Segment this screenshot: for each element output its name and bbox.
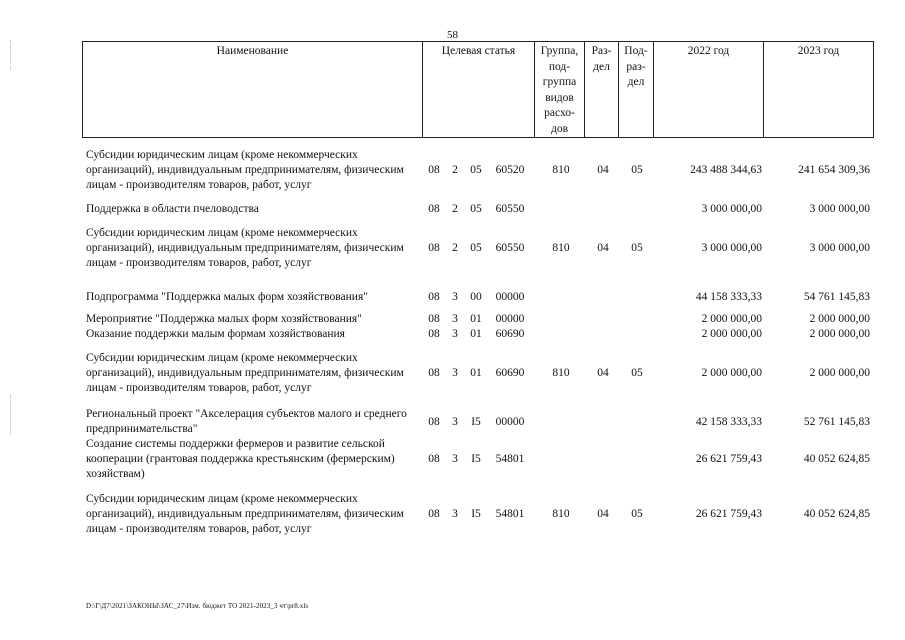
row-name: Поддержка в области пчеловодства	[86, 203, 259, 215]
amount-2022-cell: 2 000 000,00	[701, 367, 762, 379]
expense-group-cell: 810	[552, 367, 570, 379]
header-name: Наименование	[83, 42, 423, 137]
target-code-subprogram: 3	[452, 313, 458, 325]
amount-2023-cell: 40 052 624,85	[803, 508, 870, 520]
target-code-subprogram: 3	[452, 453, 458, 465]
table-row	[0, 202, 905, 217]
target-code-event: 01	[470, 367, 482, 379]
target-code-subprogram: 3	[452, 291, 458, 303]
file-path-footer: D:\Г\Д7\2021\ЗАКОНЫ\ЗАС_27\Изм. бюджет ТО 2021-2023_3 чт\pr8.xls	[86, 602, 309, 610]
row-name: Субсидии юридическим лицам (кроме некоммерческих организаций), индивидуальным предпринимателям, физическим лицам - производителям товаров, работ, услуг	[86, 493, 404, 535]
target-code-direction: 60550	[495, 203, 525, 215]
target-code-program: 08	[428, 203, 440, 215]
target-code-event: 05	[470, 203, 482, 215]
table-row	[0, 351, 905, 396]
target-code-subprogram: 2	[452, 203, 458, 215]
amount-2023-cell: 54 761 145,83	[803, 291, 870, 303]
header-expense-group: Группа, под- группа видов расхо- дов	[535, 42, 585, 137]
section-cell: 04	[597, 508, 609, 520]
amount-2023-cell: 2 000 000,00	[809, 313, 870, 325]
table-row	[0, 312, 905, 327]
table-row	[0, 327, 905, 342]
header-year-2023: 2023 год	[797, 45, 840, 57]
row-name: Субсидии юридическим лицам (кроме некоммерческих организаций), индивидуальным предпринимателям, физическим лицам - производителям товаров, работ, услуг	[86, 227, 404, 269]
amount-2022-cell: 26 621 759,43	[695, 508, 762, 520]
target-code-direction: 00000	[495, 291, 525, 303]
table-row	[0, 437, 905, 482]
subsection-cell: 05	[631, 508, 643, 520]
target-code-direction: 60690	[495, 367, 525, 379]
target-code-subprogram: 3	[452, 508, 458, 520]
expense-group-cell: 810	[552, 242, 570, 254]
amount-2023-cell: 52 761 145,83	[803, 415, 870, 428]
target-code-program: 08	[428, 164, 440, 176]
row-name: Региональный проект "Акселерация субъектов малого и среднего предпринимательства"	[86, 408, 407, 435]
scan-edge-mark	[10, 40, 12, 70]
row-name: Мероприятие "Поддержка малых форм хозяйствования"	[86, 313, 362, 325]
header-section: Раз- дел	[585, 42, 619, 137]
table-row	[0, 290, 905, 305]
amount-2023-cell: 40 052 624,85	[803, 453, 870, 465]
amount-2022-cell: 3 000 000,00	[701, 203, 762, 215]
table-row	[0, 492, 905, 537]
target-code-event: 01	[470, 313, 482, 325]
amount-2022-cell: 42 158 333,33	[695, 415, 762, 428]
amount-2023-cell: 3 000 000,00	[809, 242, 870, 254]
expense-group-cell: 810	[552, 508, 570, 520]
row-name: Создание системы поддержки фермеров и развитие сельской кооперации (грантовая поддержка крестьянским (фермерским) хозяйствам)	[86, 438, 395, 480]
target-code-direction: 60550	[495, 242, 525, 254]
expense-group-cell: 810	[552, 164, 570, 176]
row-name: Субсидии юридическим лицам (кроме некоммерческих организаций), индивидуальным предпринимателям, физическим лицам - производителям товаров, работ, услуг	[86, 149, 404, 191]
target-code-event: I5	[471, 508, 481, 520]
amount-2022-cell: 2 000 000,00	[701, 328, 762, 340]
amount-2022-cell: 44 158 333,33	[695, 291, 762, 303]
amount-2022-cell: 2 000 000,00	[701, 313, 762, 325]
target-code-subprogram: 2	[452, 164, 458, 176]
target-code-direction: 60520	[495, 164, 525, 176]
amount-2023-cell: 2 000 000,00	[809, 367, 870, 379]
target-code-subprogram: 2	[452, 242, 458, 254]
target-code-subprogram: 3	[452, 415, 458, 428]
target-code-direction: 54801	[495, 453, 525, 465]
section-cell: 04	[597, 367, 609, 379]
amount-2022-cell: 26 621 759,43	[695, 453, 762, 465]
target-code-program: 08	[428, 242, 440, 254]
target-code-subprogram: 3	[452, 328, 458, 340]
table-row	[0, 226, 905, 271]
row-name: Субсидии юридическим лицам (кроме некоммерческих организаций), индивидуальным предпринимателям, физическим лицам - производителям товаров, работ, услуг	[86, 352, 404, 394]
target-code-event: 00	[470, 291, 482, 303]
target-code-program: 08	[428, 291, 440, 303]
amount-2022-cell: 3 000 000,00	[701, 242, 762, 254]
target-code-subprogram: 3	[452, 367, 458, 379]
amount-2023-cell: 3 000 000,00	[809, 203, 870, 215]
target-code-direction: 54801	[495, 508, 525, 520]
target-code-direction: 60690	[495, 328, 525, 340]
amount-2022-cell: 243 488 344,63	[690, 164, 762, 176]
target-code-event: 05	[470, 242, 482, 254]
header-subsection: Под- раз- дел	[619, 42, 654, 137]
subsection-cell: 05	[631, 367, 643, 379]
header-target-article: Целевая статья	[423, 42, 535, 137]
page-number: 58	[447, 29, 458, 41]
target-code-event: I5	[471, 415, 481, 428]
target-code-event: 05	[470, 164, 482, 176]
header-year-2022: 2022 год	[654, 42, 764, 137]
subsection-cell: 05	[631, 164, 643, 176]
amount-2023-cell: 241 654 309,36	[798, 164, 870, 176]
table-row	[0, 148, 905, 193]
target-code-direction: 00000	[495, 415, 525, 428]
target-code-event: 01	[470, 328, 482, 340]
target-code-event: I5	[471, 453, 481, 465]
target-code-program: 08	[428, 415, 440, 428]
target-code-program: 08	[428, 313, 440, 325]
target-code-program: 08	[428, 453, 440, 465]
section-cell: 04	[597, 164, 609, 176]
target-code-program: 08	[428, 328, 440, 340]
target-code-program: 08	[428, 367, 440, 379]
table-header	[82, 41, 874, 138]
table-row	[0, 407, 905, 437]
target-code-direction: 00000	[495, 313, 525, 325]
subsection-cell: 05	[631, 242, 643, 254]
amount-2023-cell: 2 000 000,00	[809, 328, 870, 340]
target-code-program: 08	[428, 508, 440, 520]
row-name: Оказание поддержки малым формам хозяйствования	[86, 328, 345, 340]
row-name: Подпрограмма "Поддержка малых форм хозяйствования"	[86, 291, 368, 303]
section-cell: 04	[597, 242, 609, 254]
